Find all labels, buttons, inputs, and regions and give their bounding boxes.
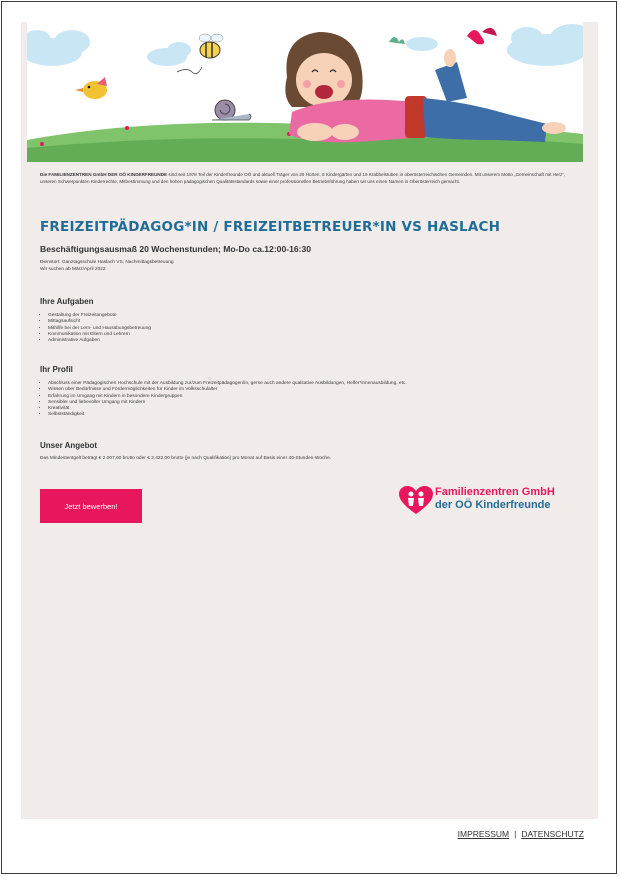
list-item: • Erfahrung im Umgang mit Kindern in besondere Kindergruppen [48, 394, 407, 400]
job-location: Dienstort: Ganztagsschule Haslach VS, Nachmittagsbetreuung [40, 260, 174, 265]
list-item: • Abschluss einer Pädagogischen Hochschule mit der Ausbildung zur/zum Freizeitpädagogen/in, gerne auch andere qualitative Ausbildungen, Helfer*innenausbildung, etc. [48, 381, 407, 387]
girl-lying-in-grass-illustration [27, 22, 583, 162]
list-item: • Selbstständigkeit [48, 412, 407, 418]
list-item: • Gestaltung der Freizeitangebote [48, 313, 151, 319]
footer-separator: | [514, 829, 517, 839]
logo-line1: Familienzentren GmbH [435, 486, 555, 498]
job-posting-sheet [21, 22, 598, 819]
logo-line2: der OÖ Kinderfreunde [435, 499, 551, 511]
datenschutz-link[interactable]: DATENSCHUTZ [521, 829, 584, 839]
apply-button[interactable]: Jetzt bewerben! [40, 489, 142, 523]
header-illustration [27, 22, 583, 162]
offer-text: Das Mindestentgelt beträgt € 2.007,60 brutto oder € 2.422,00 brutto (je nach Qualifikation) pro Monat auf Basis einer 40-Stunden-Woche. [40, 456, 332, 461]
list-item: • Mithilfe bei der Lern- und Hausübungsbetreuung [48, 326, 151, 332]
list-item: • Kreativität [48, 406, 407, 412]
job-subtitle: Beschäftigungsausmaß 20 Wochenstunden; Mo-Do ca.12:00-16:30 [40, 244, 312, 254]
list-item: • Sensibler und liebevoller Umgang mit Kindern [48, 400, 407, 406]
job-meta [40, 259, 174, 273]
impressum-link[interactable]: IMPRESSUM [457, 829, 510, 839]
list-item: • Kommunikation mit Eltern und Lehrern [48, 332, 151, 338]
job-start: Wir suchen ab März/April 2022 [40, 267, 106, 272]
list-item: • Wissen über Bedürfnisse und Fördermöglichkeiten für Kinder im Volksschulalter [48, 387, 407, 393]
profile-list [40, 381, 407, 419]
list-item: • Administrative Aufgaben [48, 338, 151, 344]
company-logo [399, 484, 569, 520]
tasks-list [40, 313, 151, 344]
offer-heading: Unser Angebot [40, 441, 98, 450]
intro-text: sind seit 1978 Teil der Kinderfreunde OÖ und aktuell Träger von 29 Horten, 6 Kindergärten und 19 Krabbelstuben in oberösterreichischen Gemeinden. Mit unserem Motto „Gemeinschaft mit Herz“, unseren Schwerpunkten Kinderrechte, Mitbestimmung und den hohen pädagogischen Qualitätsstandards sowie einer professionellen Betriebsführung haben wir uns einen Namen in Oberösterreich gemacht. [40, 172, 566, 184]
profile-heading: Ihr Profil [40, 365, 73, 374]
list-item: • Mittagsaufsicht [48, 319, 151, 325]
footer-links [458, 829, 584, 839]
intro-lead: Die FAMILIENZENTREN GmbH DER OÖ KINDERFREUNDE [40, 172, 168, 177]
company-intro [40, 171, 580, 185]
heart-children-icon [399, 486, 433, 516]
job-title: FREIZEITPÄDAGOG*IN / FREIZEITBETREUER*IN VS HASLACH [40, 219, 501, 235]
tasks-heading: Ihre Aufgaben [40, 297, 94, 306]
